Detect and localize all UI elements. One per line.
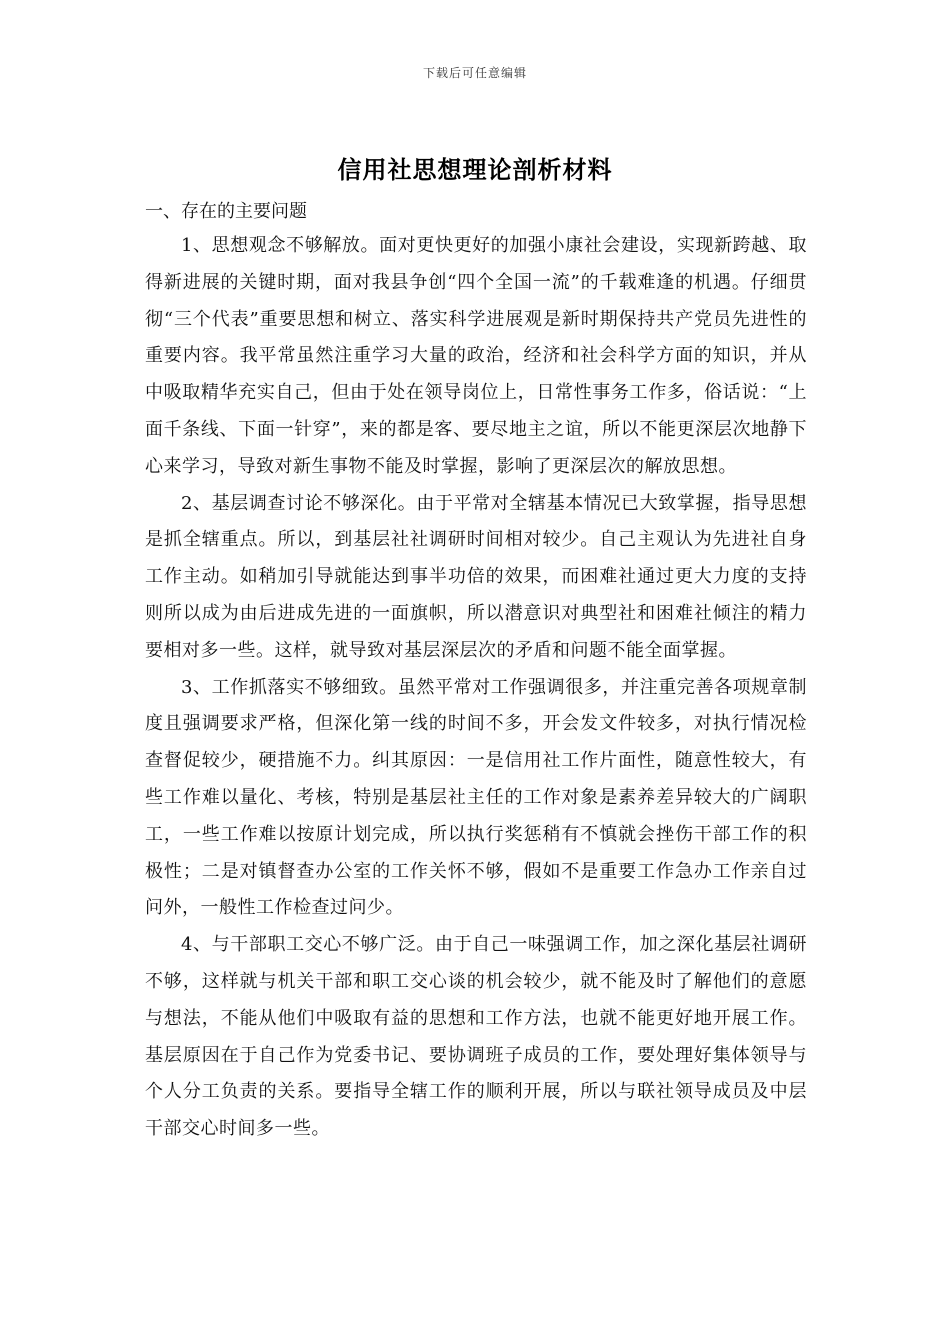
- document-body: [145, 196, 807, 1148]
- paragraph-3: 3、工作抓落实不够细致。虽然平常对工作强调很多，并注重完善各项规章制度且强调要求严格，但深化第一线的时间不多，开会发文件较多，对执行情况检查督促较少，硬措施不力。纠其原因：一是信用社工作片面性，随意性较大，有些工作难以量化、考核，特别是基层社主任的工作对象是素养差异较大的广阔职工，一些工作难以按原计划完成，所以执行奖惩稍有不慎就会挫伤干部工作的积极性；二是对镇督查办公室的工作关怀不够，假如不是重要工作急办工作亲自过问外，一般性工作检查过问少。: [145, 676, 807, 919]
- document-title: 信用社思想理论剖析材料: [337, 155, 613, 184]
- section-heading: 一、存在的主要问题: [145, 201, 307, 222]
- header-note: 下载后可任意编辑: [422, 66, 527, 80]
- paragraph-4: 4、与干部职工交心不够广泛。由于自己一味强调工作，加之深化基层社调研不够，这样就与机关干部和职工交心谈的机会较少，就不能及时了解他们的意愿与想法，不能从他们中吸取有益的思想和工作方法，也就不能更好地开展工作。基层原因在于自己作为党委书记、要协调班子成员的工作，要处理好集体领导与个人分工负责的关系。要指导全辖工作的顺利开展，所以与联社领导成员及中层干部交心时间多一些。: [145, 934, 807, 1140]
- paragraph-2: 2、基层调查讨论不够深化。由于平常对全辖基本情况已大致掌握，指导思想是抓全辖重点。所以，到基层社社调研时间相对较少。自己主观认为先进社自身工作主动。如稍加引导就能达到事半功倍的效果，而困难社通过更大力度的支持则所以成为由后进成先进的一面旗帜，所以潜意识对典型社和困难社倾注的精力要相对多一些。这样，就导致对基层深层次的矛盾和问题不能全面掌握。: [145, 492, 807, 661]
- paragraph-1: 1、思想观念不够解放。面对更快更好的加强小康社会建设，实现新跨越、取得新进展的关键时期，面对我县争创“四个全国一流”的千载难逢的机遇。仔细贯彻“三个代表”重要思想和树立、落实科学进展观是新时期保持共产党员先进性的重要内容。我平常虽然注重学习大量的政治，经济和社会科学方面的知识，并从中吸取精华充实自己，但由于处在领导岗位上，日常性事务工作多，俗话说：“上面千条线、下面一针穿”，来的都是客、要尽地主之谊，所以不能更深层次地静下心来学习，导致对新生事物不能及时掌握，影响了更深层次的解放思想。: [145, 235, 807, 477]
